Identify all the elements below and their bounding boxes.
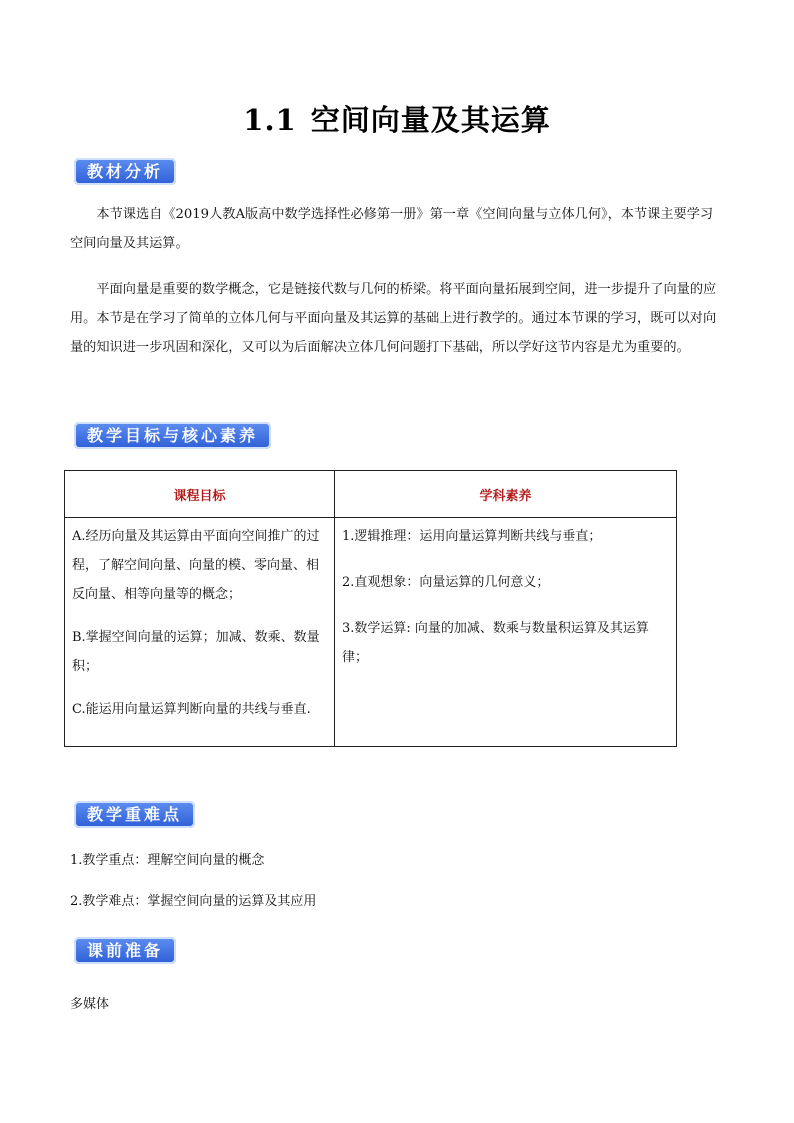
goal-item-a: A.经历向量及其运算由平面向空间推广的过程，了解空间向量、向量的模、零向量、相反向量、相等向量等的概念； <box>72 529 320 602</box>
key-point-item-2: 2.教学难点：掌握空间向量的运算及其应用 <box>70 894 317 909</box>
section-badge-analysis: 教材分析 <box>74 158 176 185</box>
title-number: 1.1 <box>243 103 297 137</box>
literacy-item-1: 1.逻辑推理：运用向量运算判断共线与垂直； <box>342 529 602 544</box>
analysis-paragraph-2: 平面向量是重要的数学概念，它是链接代数与几何的桥梁。将平面向量拓展到空间，进一步提升了向量的应用。本节是在学习了简单的立体几何与平面向量及其运算的基础上进行教学的。通过本节课的学习，既可以对向量的知识进一步巩固和深化，又可以为后面解决立体几何问题打下基础，所以学好这节内容是尤为重要的。 <box>70 282 717 355</box>
core-literacy-cell <box>335 518 677 747</box>
header-core-literacy: 学科素养 <box>335 471 677 518</box>
goal-item-c: C.能运用向量运算判断向量的共线与垂直. <box>72 702 311 717</box>
header-course-goals: 课程目标 <box>65 471 335 518</box>
table-row <box>65 518 677 747</box>
section-badge-preparation: 课前准备 <box>74 937 176 964</box>
course-goals-cell <box>65 518 335 747</box>
preparation-text: 多媒体 <box>70 997 110 1012</box>
literacy-item-3: 3.数学运算: 向量的加减、数乘与数量积运算及其运算律； <box>342 621 649 665</box>
page-title <box>0 98 794 139</box>
section-badge-goals: 教学目标与核心素养 <box>74 422 271 449</box>
section-badge-key-points: 教学重难点 <box>74 801 195 828</box>
goals-table <box>64 470 677 747</box>
table-header-row <box>65 471 677 518</box>
literacy-item-2: 2.直观想象：向量运算的几何意义； <box>342 575 550 590</box>
title-text: 空间向量及其运算 <box>310 103 551 137</box>
goal-item-b: B.掌握空间向量的运算；加减、数乘、数量积； <box>72 630 320 674</box>
analysis-paragraph-1: 本节课选自《2019人教A版高中数学选择性必修第一册》第一章《空间向量与立体几何》，本节课主要学习空间向量及其运算。 <box>70 207 714 251</box>
key-point-item-1: 1.教学重点：理解空间向量的概念 <box>70 853 265 868</box>
